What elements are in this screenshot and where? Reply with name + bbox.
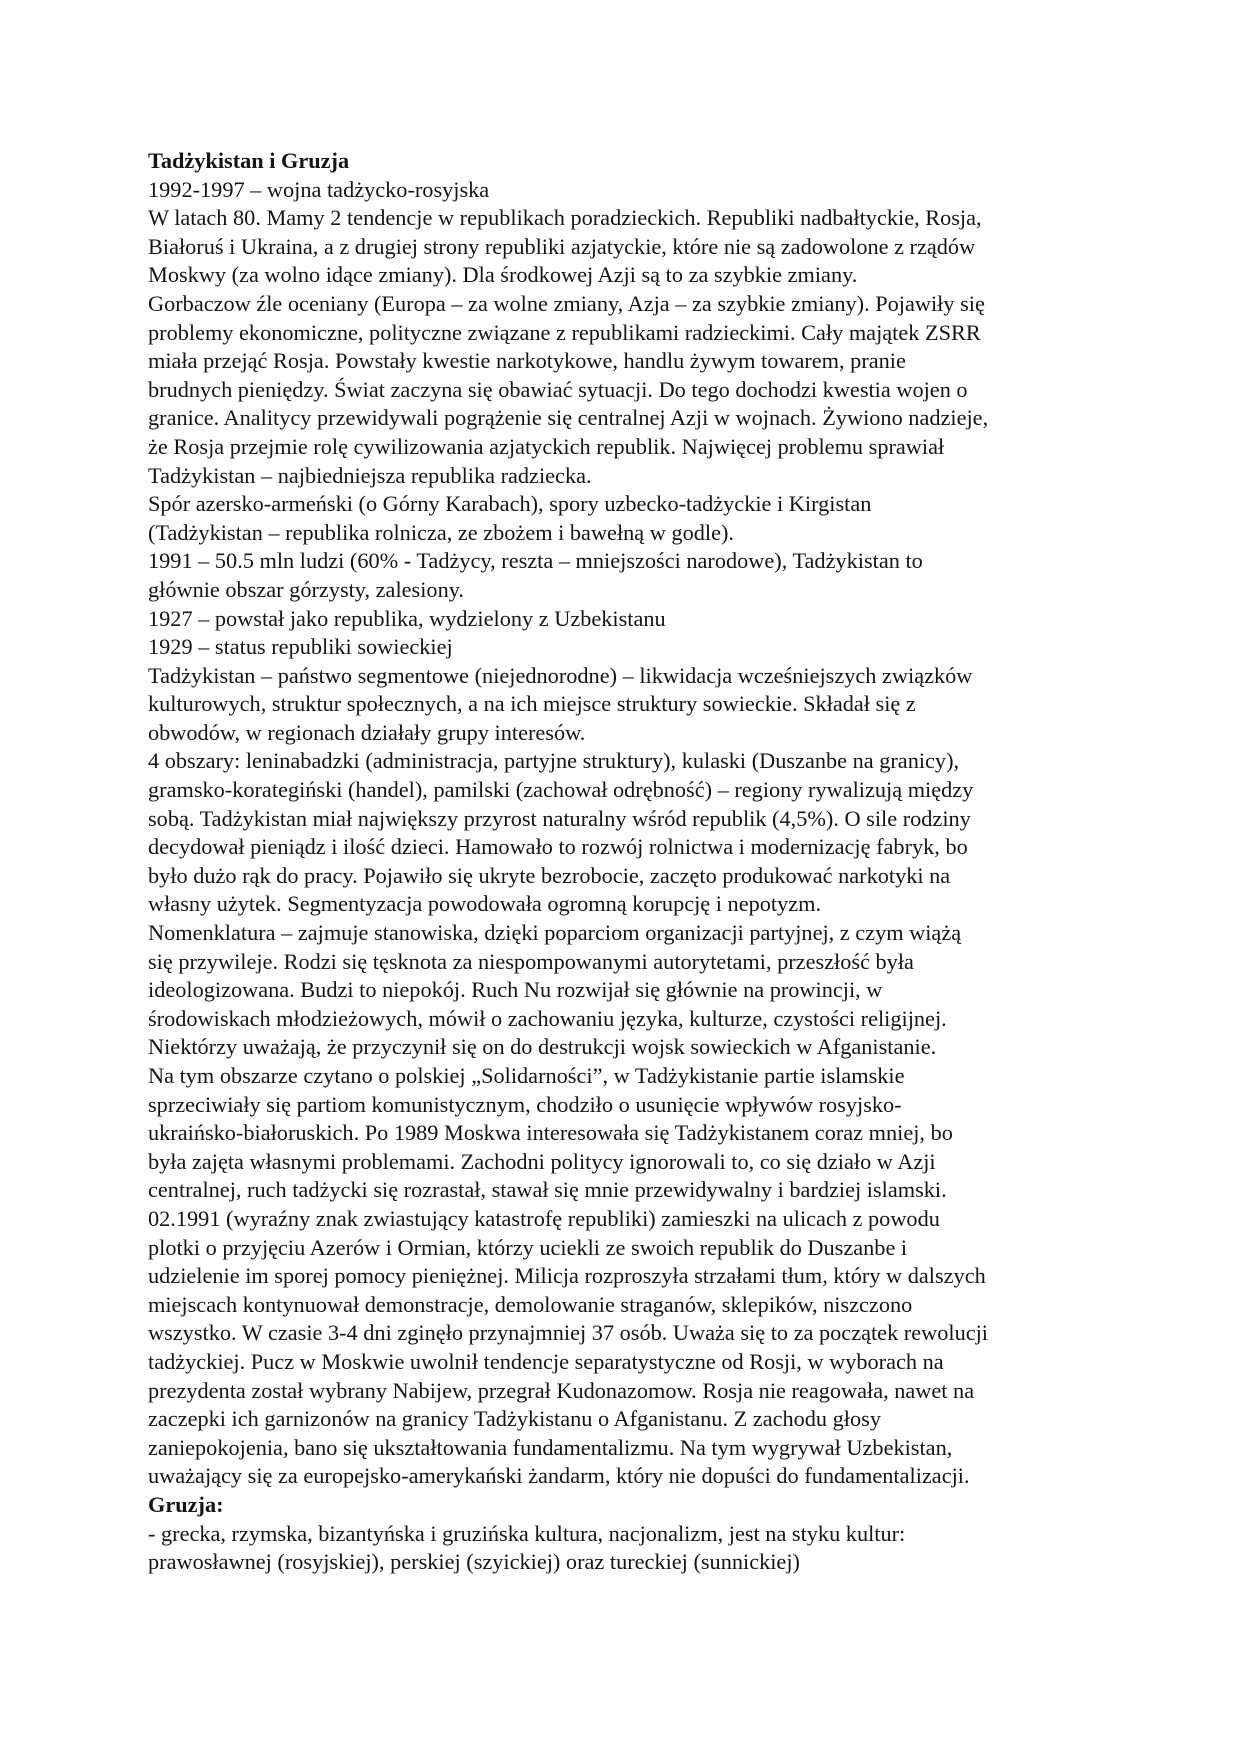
- text-line: [148, 833, 1108, 862]
- text-segment: 4 obszary: leninabadzki (administracja, partyjne struktury), kulaski (Duszanbe na granicy),: [148, 748, 960, 774]
- text-line: [148, 1520, 1108, 1549]
- text-line: [148, 976, 1108, 1005]
- document-page: [148, 147, 1108, 1577]
- text-segment: Białoruś i Ukraina, a z drugiej strony republiki azjatyckie, które nie są zadowolone z rządów: [148, 233, 976, 259]
- text-segment: obwodów, w regionach działały grupy interesów.: [148, 719, 586, 745]
- text-segment: ideologizowana. Budzi to niepokój. Ruch Nu rozwijał się głównie na prowincji, w: [148, 977, 883, 1003]
- text-line: [148, 719, 1108, 748]
- text-line: [148, 433, 1108, 462]
- text-line: [148, 1548, 1108, 1577]
- text-line: [148, 1262, 1108, 1291]
- text-line: [148, 862, 1108, 891]
- text-line: [148, 1405, 1108, 1434]
- text-line: [148, 805, 1108, 834]
- text-segment: Moskwy (za wolno idące zmiany). Dla środkowej Azji są to za szybkie zmiany.: [148, 262, 858, 288]
- text-line: [148, 1234, 1108, 1263]
- text-segment: Na tym obszarze czytano o polskiej „Solidarności”, w Tadżykistanie partie islamskie: [148, 1063, 905, 1088]
- text-line: [148, 261, 1108, 290]
- text-segment: 1991 – 50.5 mln ludzi (60% - Tadżycy, reszta – mniejszości narodowe), Tadżykistan to: [148, 548, 923, 574]
- text-line: [148, 747, 1108, 776]
- text-line: [148, 490, 1108, 519]
- text-line: [148, 1348, 1108, 1377]
- text-line: [148, 1434, 1108, 1463]
- text-line: [148, 605, 1108, 634]
- text-segment: miejscach kontynuował demonstracje, demolowanie straganów, sklepików, niszczono: [148, 1291, 913, 1317]
- text-segment: środowiskach młodzieżowych, mówił o zachowaniu języka, kulturze, czystości religijnej.: [148, 1005, 947, 1031]
- text-segment: brudnych pieniędzy. Świat zaczyna się obawiać sytuacji. Do tego dochodzi kwestia wojen o: [148, 376, 968, 402]
- text-line: [148, 776, 1108, 805]
- text-line: [148, 919, 1108, 948]
- text-segment: Tadżykistan – państwo segmentowe (niejednorodne) – likwidacja wcześniejszych związków: [148, 662, 973, 688]
- text-line: [148, 1062, 1108, 1091]
- text-segment: zaniepokojenia, bano się ukształtowania fundamentalizmu. Na tym wygrywał Uzbekistan,: [148, 1434, 953, 1460]
- text-segment: decydował pieniądz i ilość dzieci. Hamowało to rozwój rolnictwa i modernizację fabryk, bo: [148, 834, 968, 860]
- text-segment: głównie obszar górzysty, zalesiony.: [148, 576, 464, 602]
- text-line: [148, 1319, 1108, 1348]
- text-segment: Tadżykistan – najbiedniejsza republika radziecka.: [148, 462, 592, 488]
- text-line: [148, 233, 1108, 262]
- text-segment: centralnej, ruch tadżycki się rozrastał, stawał się mnie przewidywalny i bardziej islamski.: [148, 1177, 947, 1203]
- text-segment: 1992-1997 – wojna tadżycko-rosyjska: [148, 176, 490, 202]
- text-line: [148, 290, 1108, 319]
- text-line: [148, 1205, 1108, 1234]
- text-segment: W latach 80. Mamy 2 tendencje w republikach poradzieckich. Republiki nadbałtyckie, Rosja,: [148, 205, 982, 231]
- text-segment: Gruzja:: [148, 1491, 224, 1517]
- text-segment: prezydenta został wybrany Nabijew, przegrał Kudonazomow. Rosja nie reagowała, nawet na: [148, 1377, 975, 1403]
- text-line: [148, 690, 1108, 719]
- section-heading: [148, 1491, 1108, 1520]
- text-line: [148, 319, 1108, 348]
- text-segment: 02.1991 (wyraźny znak zwiastujący katastrofę republiki) zamieszki na ulicach z powodu: [148, 1205, 940, 1231]
- text-line: [148, 1377, 1108, 1406]
- text-line: [148, 376, 1108, 405]
- text-line: [148, 404, 1108, 433]
- text-segment: zaczepki ich garnizonów na granicy Tadżykistanu o Afganistanu. Z zachodu głosy: [148, 1406, 881, 1432]
- text-segment: (Tadżykistan – republika rolnicza, ze zbożem i bawełną w godle).: [148, 519, 734, 545]
- text-segment: ukraińsko-białoruskich. Po 1989 Moskwa interesowała się Tadżykistanem coraz mniej, bo: [148, 1120, 953, 1146]
- text-segment: 1927 – powstał jako republika, wydzielony z Uzbekistanu: [148, 605, 666, 631]
- text-line: [148, 1119, 1108, 1148]
- text-segment: własny użytek. Segmentyzacja powodowała ogromną korupcję i nepotyzm.: [148, 891, 822, 917]
- text-segment: Nomenklatura – zajmuje stanowiska, dzięki poparciom organizacji partyjnej, z czym wiążą: [148, 920, 962, 946]
- text-segment: Spór azersko-armeński (o Górny Karabach), spory uzbecko-tadżyckie i Kirgistan: [148, 491, 872, 517]
- text-line: [148, 519, 1108, 548]
- text-line: [148, 890, 1108, 919]
- text-segment: prawosławnej (rosyjskiej), perskiej (szyickiej) oraz tureckiej (sunnickiej): [148, 1549, 800, 1575]
- text-line: [148, 1291, 1108, 1320]
- text-segment: Tadżykistan i Gruzja: [148, 148, 350, 173]
- text-segment: problemy ekonomiczne, polityczne związane z republikami radzieckimi. Cały majątek ZSRR: [148, 319, 981, 345]
- text-line: [148, 576, 1108, 605]
- text-segment: uważający się za europejsko-amerykański żandarm, który nie dopuści do fundamentalizacji.: [148, 1463, 970, 1489]
- text-segment: Niektórzy uważają, że przyczynił się on do destrukcji wojsk sowieckich w Afganistanie.: [148, 1034, 937, 1060]
- text-line: [148, 1462, 1108, 1491]
- text-segment: że Rosja przejmie rolę cywilizowania azjatyckich republik. Najwięcej problemu sprawiał: [148, 433, 945, 459]
- text-line: [148, 1148, 1108, 1177]
- text-line: [148, 176, 1108, 205]
- text-segment: się przywileje. Rodzi się tęsknota za niespompowanymi autorytetami, przeszłość była: [148, 948, 914, 974]
- text-segment: sobą. Tadżykistan miał największy przyrost naturalny wśród republik (4,5%). O sile rodziny: [148, 805, 971, 831]
- text-segment: granice. Analitycy przewidywali pogrążenie się centralnej Azji w wojnach. Żywiono nadzieje,: [148, 405, 989, 431]
- text-segment: Gorbaczow źle oceniany (Europa – za wolne zmiany, Azja – za szybkie zmiany). Pojawiły się: [148, 290, 985, 316]
- text-segment: - grecka, rzymska, bizantyńska i gruzińska kultura, nacjonalizm, jest na styku kultur:: [148, 1520, 906, 1546]
- text-line: [148, 633, 1108, 662]
- text-segment: gramsko-korategiński (handel), pamilski (zachował odrębność) – regiony rywalizują między: [148, 777, 974, 803]
- text-segment: udzielenie im sporej pomocy pieniężnej. Milicja rozproszyła strzałami tłum, który w dalszych: [148, 1263, 986, 1289]
- text-line: [148, 662, 1108, 691]
- text-segment: tadżyckiej. Pucz w Moskwie uwolnił tendencje separatystyczne od Rosji, w wyborach na: [148, 1348, 944, 1374]
- text-line: [148, 1005, 1108, 1034]
- text-line: [148, 462, 1108, 491]
- text-line: [148, 948, 1108, 977]
- text-line: [148, 1091, 1108, 1120]
- text-line: [148, 347, 1108, 376]
- text-line: [148, 1176, 1108, 1205]
- text-segment: sprzeciwiały się partiom komunistycznym, chodziło o usunięcie wpływów rosyjsko-: [148, 1091, 902, 1117]
- text-segment: było dużo rąk do pracy. Pojawiło się ukryte bezrobocie, zaczęto produkować narkotyki na: [148, 862, 951, 888]
- text-segment: była zajęta własnymi problemami. Zachodni politycy ignorowali to, co się działo w Azji: [148, 1148, 936, 1174]
- text-segment: wszystko. W czasie 3-4 dni zginęło przynajmniej 37 osób. Uważa się to za początek rewolucji: [148, 1320, 988, 1346]
- text-line: [148, 204, 1108, 233]
- text-line: [148, 1033, 1108, 1062]
- text-segment: miała przejąć Rosja. Powstały kwestie narkotykowe, handlu żywym towarem, pranie: [148, 348, 906, 374]
- text-line: [148, 547, 1108, 576]
- text-segment: 1929 – status republiki sowieckiej: [148, 634, 453, 660]
- text-segment: plotki o przyjęciu Azerów i Ormian, którzy uciekli ze swoich republik do Duszanbe i: [148, 1234, 908, 1260]
- text-segment: kulturowych, struktur społecznych, a na ich miejsce struktury sowieckie. Składał się z: [148, 691, 916, 717]
- section-heading: [148, 147, 1108, 176]
